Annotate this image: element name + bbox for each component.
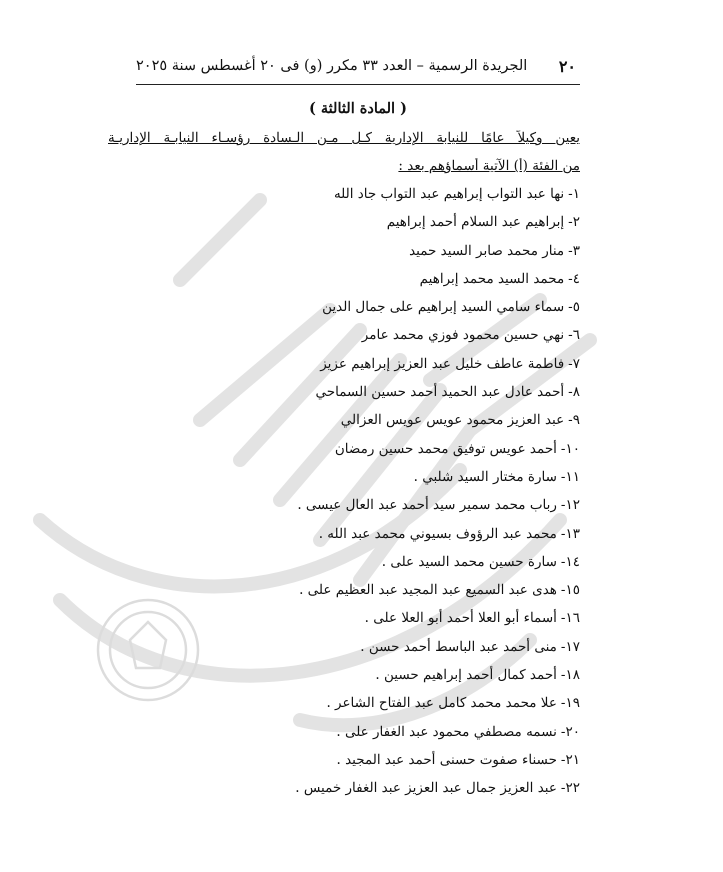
list-item-name: أحمد عادل عبد الحميد أحمد حسين السماحي	[315, 384, 565, 401]
list-item-number: ١٧-	[560, 638, 580, 655]
list-item-name: محمد عبد الرؤوف بسيوني محمد عبد الله .	[318, 525, 557, 542]
list-item	[180, 406, 580, 434]
list-item-number: ٥-	[568, 299, 580, 316]
list-item-number: ٢١-	[560, 751, 580, 768]
list-item-number: ١٢-	[560, 497, 580, 514]
list-item	[180, 463, 580, 491]
list-item-name: فاطمة عاطف خليل عبد العزيز إبراهيم عزيز	[320, 355, 565, 372]
list-item-number: ٣-	[568, 242, 580, 259]
list-item-name: عبد العزيز محمود عويس عويس العزالي	[340, 412, 565, 429]
list-item-name: حسناء صفوت حسنى أحمد عبد المجيد .	[336, 751, 557, 768]
list-item-name: سماء سامي السيد إبراهيم على جمال الدين	[322, 299, 565, 316]
list-item-name: إبراهيم عبد السلام أحمد إبراهيم	[386, 214, 565, 231]
list-item	[180, 435, 580, 463]
list-item	[180, 321, 580, 349]
list-item-name: عبد العزيز جمال عبد العزيز عبد الغفار خميس .	[295, 780, 557, 797]
list-item	[180, 718, 580, 746]
list-item-name: منار محمد صابر السيد حميد	[409, 242, 565, 259]
list-item	[180, 180, 580, 208]
list-item-number: ١١-	[560, 468, 580, 485]
list-item	[180, 378, 580, 406]
publication-line: الجريدة الرسمية – العدد ٣٣ مكرر (و) فى ٢٠ أغسطس سنة ٢٠٢٥	[136, 58, 528, 74]
list-item	[180, 350, 580, 378]
list-item-number: ١٤-	[560, 553, 580, 570]
intro-line-2: من الفئة (أ) الآتية أسماؤهم بعد :	[398, 158, 580, 174]
list-item-number: ١٩-	[560, 695, 580, 712]
intro-line-1: يعين وكيلاً عامًا للنيابة الإدارية كـل مـن الـسادة رؤسـاء النيابـة الإداريـة	[108, 130, 580, 146]
list-item-name: منى أحمد عبد الباسط أحمد حسن .	[360, 638, 557, 655]
list-item	[180, 689, 580, 717]
header-divider	[136, 84, 580, 85]
list-item-number: ١٣-	[560, 525, 580, 542]
list-item-number: ٤-	[568, 270, 580, 287]
appointees-list	[180, 180, 580, 803]
list-item-number: ٢٢-	[560, 780, 580, 797]
article-title: ( المادة الثالثة )	[309, 100, 407, 117]
list-item	[180, 491, 580, 519]
list-item-number: ٩-	[568, 412, 580, 429]
list-item-number: ١٦-	[560, 610, 580, 627]
list-item	[180, 661, 580, 689]
list-item-name: علا محمد محمد كامل عبد الفتاح الشاعر .	[326, 695, 557, 712]
list-item	[180, 774, 580, 802]
list-item-name: هدى عبد السميع عبد المجيد عبد العظيم على .	[299, 582, 557, 599]
list-item-name: نسمه مصطفي محمود عبد الغفار على .	[336, 723, 557, 740]
list-item-name: أحمد عويس توفيق محمد حسين رمضان	[334, 440, 557, 457]
list-item-number: ١-	[568, 186, 580, 202]
list-item	[180, 293, 580, 321]
list-item-name: نهي حسين محمود فوزي محمد عامر	[361, 327, 565, 344]
list-item-number: ١٨-	[560, 667, 580, 684]
list-item	[180, 576, 580, 604]
list-item-name: سارة حسين محمد السيد على .	[381, 553, 557, 570]
list-item-number: ٢-	[568, 214, 580, 231]
list-item-number: ٨-	[568, 384, 580, 401]
list-item-number: ٧-	[568, 355, 580, 372]
page-header	[136, 52, 576, 80]
list-item-name: نها عبد التواب إبراهيم عبد التواب جاد الله	[333, 186, 565, 202]
list-item	[180, 520, 580, 548]
list-item-number: ١٥-	[560, 582, 580, 599]
list-item-number: ٢٠-	[560, 723, 580, 740]
list-item-number: ١٠-	[560, 440, 580, 457]
list-item-name: رباب محمد سمير سيد أحمد عبد العال عيسى .	[297, 497, 557, 514]
list-item-number: ٦-	[568, 327, 580, 344]
list-item-name: سارة مختار السيد شلبي .	[413, 468, 557, 485]
list-item	[180, 604, 580, 632]
list-item	[180, 208, 580, 236]
list-item	[180, 746, 580, 774]
list-item	[180, 548, 580, 576]
list-item	[180, 265, 580, 293]
list-item	[180, 237, 580, 265]
list-item-name: أسماء أبو العلا أحمد أبو العلا على .	[364, 610, 557, 627]
list-item-name: محمد السيد محمد إبراهيم	[419, 270, 565, 287]
list-item-name: أحمد كمال أحمد إبراهيم حسين .	[375, 667, 557, 684]
list-item	[180, 633, 580, 661]
page-number: ٢٠	[558, 56, 576, 76]
